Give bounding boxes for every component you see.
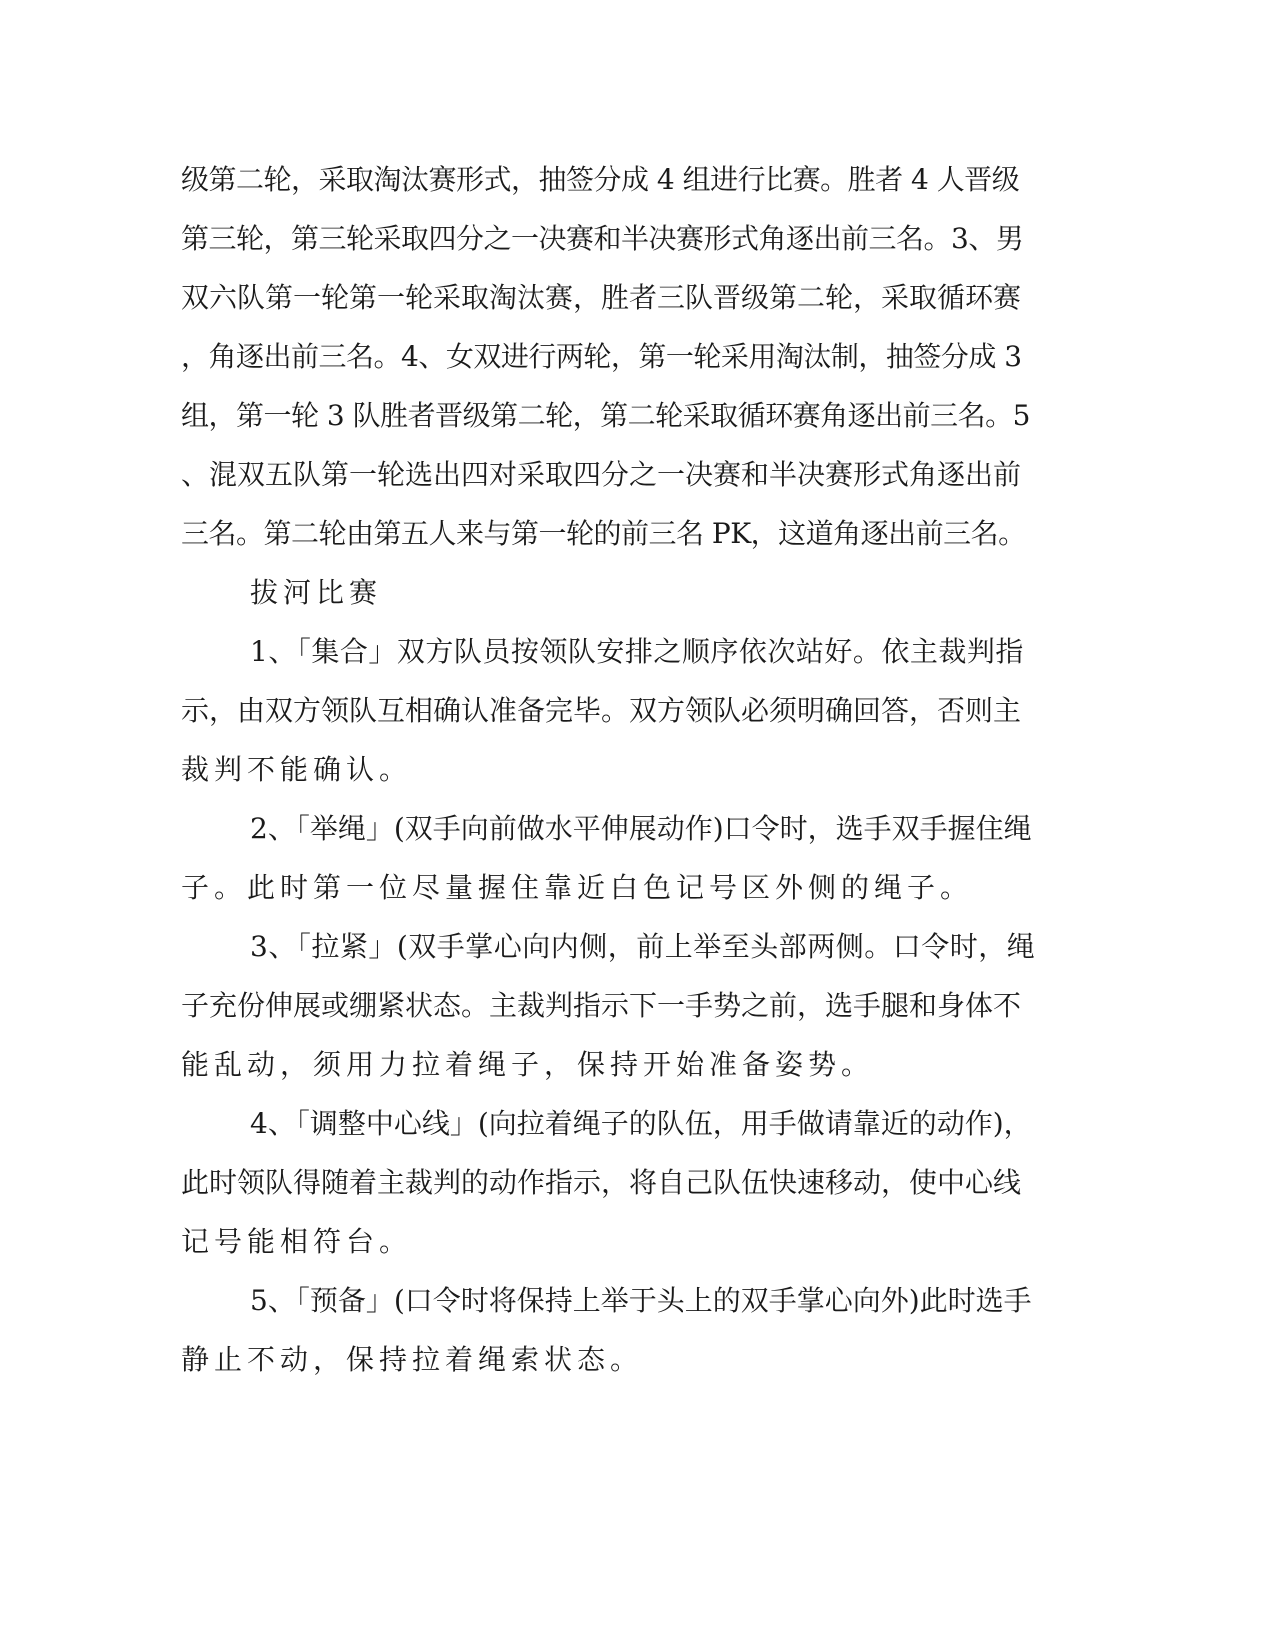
body-text-line: 子。此时第一位尽量握住靠近白色记号区外侧的绳子。 — [181, 871, 974, 904]
body-text-line: 裁判不能确认。 — [181, 753, 413, 786]
body-text-line: 1、「集合」双方队员按领队安排之顺序依次站好。依主裁判指 — [250, 635, 1024, 668]
body-text-line: 2、「举绳」(双手向前做水平伸展动作)口令时，选手双手握住绳 — [250, 812, 1032, 845]
body-text-line: 4、「调整中心线」(向拉着绳子的队伍，用手做请靠近的动作)， — [250, 1107, 1032, 1140]
body-text-line: 组，第一轮 3 队胜者晋级第二轮，第二轮采取循环赛角逐出前三名。5 — [181, 399, 1030, 432]
body-text-line: 静止不动，保持拉着绳索状态。 — [181, 1343, 644, 1376]
body-text-line: 3、「拉紧」(双手掌心向内侧，前上举至头部两侧。口令时，绳 — [250, 930, 1036, 963]
section-heading: 拔河比赛 — [250, 576, 383, 609]
body-text-line: 第三轮，第三轮采取四分之一决赛和半决赛形式角逐出前三名。3、男 — [181, 222, 1024, 255]
body-text-line: 5、「预备」(口令时将保持上举于头上的双手掌心向外)此时选手 — [250, 1284, 1032, 1317]
body-text-line: ，角逐出前三名。4、女双进行两轮，第一轮采用淘汰制，抽签分成 3 — [181, 340, 1022, 373]
body-text-line: 示，由双方领队互相确认准备完毕。双方领队必须明确回答，否则主 — [181, 694, 1022, 727]
body-text-line: 能乱动，须用力拉着绳子，保持开始准备姿势。 — [181, 1048, 875, 1081]
body-text-line: 、混双五队第一轮选出四对采取四分之一决赛和半决赛形式角逐出前 — [181, 458, 1022, 491]
body-text-line: 记号能相符台。 — [181, 1225, 413, 1258]
body-text-line: 三名。第二轮由第五人来与第一轮的前三名 PK，这道角逐出前三名。 — [181, 517, 1026, 550]
body-text-line: 此时领队得随着主裁判的动作指示，将自己队伍快速移动，使中心线 — [181, 1166, 1022, 1199]
body-text-line: 子充份伸展或绷紧状态。主裁判指示下一手势之前，选手腿和身体不 — [181, 989, 1022, 1022]
body-text-line: 双六队第一轮第一轮采取淘汰赛，胜者三队晋级第二轮，采取循环赛 — [181, 281, 1022, 314]
body-text-line: 级第二轮，采取淘汰赛形式，抽签分成 4 组进行比赛。胜者 4 人晋级 — [181, 163, 1020, 196]
